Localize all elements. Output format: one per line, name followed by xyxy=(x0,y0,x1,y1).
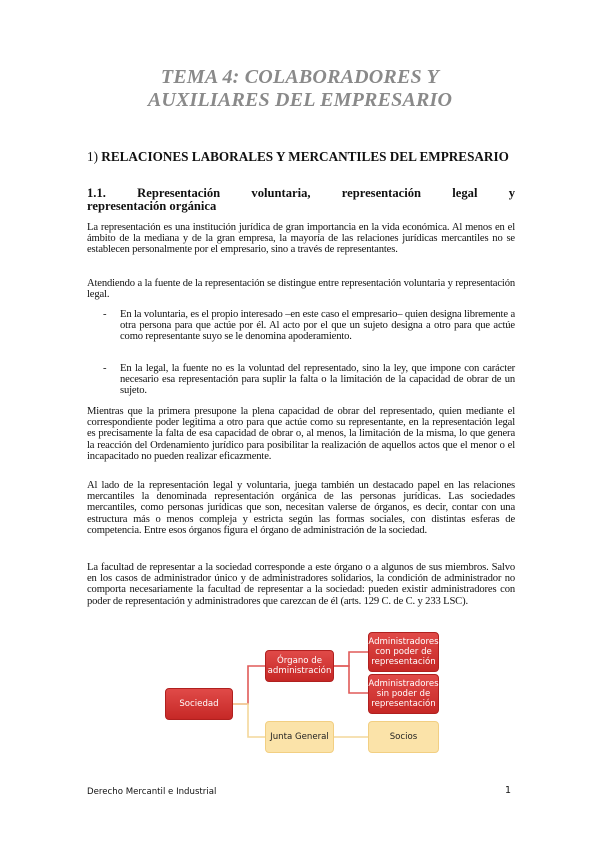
junta-general-node: Junta General xyxy=(265,721,334,753)
subsection-number: 1.1. xyxy=(87,186,106,200)
organo-administracion-node: Órgano de administración xyxy=(265,650,334,682)
connector-organo-admin-con xyxy=(333,652,368,666)
socios-node: Socios xyxy=(368,721,439,753)
footer-course-name: Derecho Mercantil e Industrial xyxy=(87,787,217,797)
connector-sociedad-organo xyxy=(232,666,265,704)
list-item: En la voluntaria, es el propio interesado –en este caso el empresario– quien designa libremente a otra persona para que actúe por él. Al acto por el que un sujeto designa a otro para que actúe como representante suyo se le denomina apoderamiento. xyxy=(120,309,515,343)
title-line-1: TEMA 4: COLABORADORES Y xyxy=(160,66,440,88)
connector-sociedad-junta xyxy=(232,704,265,737)
paragraph: Al lado de la representación legal y voluntaria, juega también un destacado papel en las relaciones mercantiles la denominada representación orgánica de las personas jurídicas. Las sociedades mercantiles, como personas jurídicas que son, necesitan valerse de órganos, es decir, contar con una estructura más o menos compleja y estricta según las formas sociales, con distintas esferas de competencia. Entre esos órganos figura el órgano de administración de la sociedad. xyxy=(87,480,515,536)
admin-con-poder-node: Administradores con poder de representación xyxy=(368,632,439,672)
section-title: RELACIONES LABORALES Y MERCANTILES DEL EMPRESARIO xyxy=(101,149,509,164)
subsection-title-line-2: representación orgánica xyxy=(87,199,217,213)
list-marker: - xyxy=(103,363,107,374)
section-number: 1) xyxy=(87,149,98,164)
subsection-title-text-1: Representación voluntaria, representación legal y xyxy=(137,186,515,200)
list-marker: - xyxy=(103,309,107,320)
sociedad-node: Sociedad xyxy=(165,688,233,720)
footer-page-number: 1 xyxy=(505,785,512,796)
list-item: En la legal, la fuente no es la voluntad del representado, sino la ley, que impone con carácter necesario esa representación para suplir la falta o la limitación de la capacidad de obrar de un sujeto. xyxy=(120,363,515,397)
title-line-2: AUXILIARES DEL EMPRESARIO xyxy=(147,89,453,111)
connector-organo-admin-sin xyxy=(333,666,368,693)
paragraph: Atendiendo a la fuente de la representación se distingue entre representación voluntaria y representación legal. xyxy=(87,278,515,301)
paragraph: La facultad de representar a la sociedad corresponde a este órgano o a algunos de sus miembros. Salvo en los casos de administrador único y de administradores solidarios, la condición de administrador no comporta necesariamente la facultad de representar a la sociedad: pueden existir administradores con poder de representación y administradores que carezcan de él (arts. 129 C. de C. y 233 LSC). xyxy=(87,562,515,607)
admin-sin-poder-node: Administradores sin poder de representación xyxy=(368,674,439,714)
paragraph: Mientras que la primera presupone la plena capacidad de obrar del representado, quien mediante el correspondiente poder legitima a otro para que actúe como su representante, en la representación legal es precisamente la falta de esa capacidad de obrar o, al menos, la limitación de la misma, lo que genera la reacción del Ordenamiento jurídico para posibilitar la realización de aquellos actos que el menor o el incapacitado no pueden realizar eficazmente. xyxy=(87,406,515,462)
paragraph: La representación es una institución jurídica de gran importancia en la vida económica. Al menos en el ámbito de la mediana y de la gran empresa, la mayoría de las relaciones jurídicas mercantiles no se establecen personalmente por el empresario, sino a través de representantes. xyxy=(87,222,515,256)
